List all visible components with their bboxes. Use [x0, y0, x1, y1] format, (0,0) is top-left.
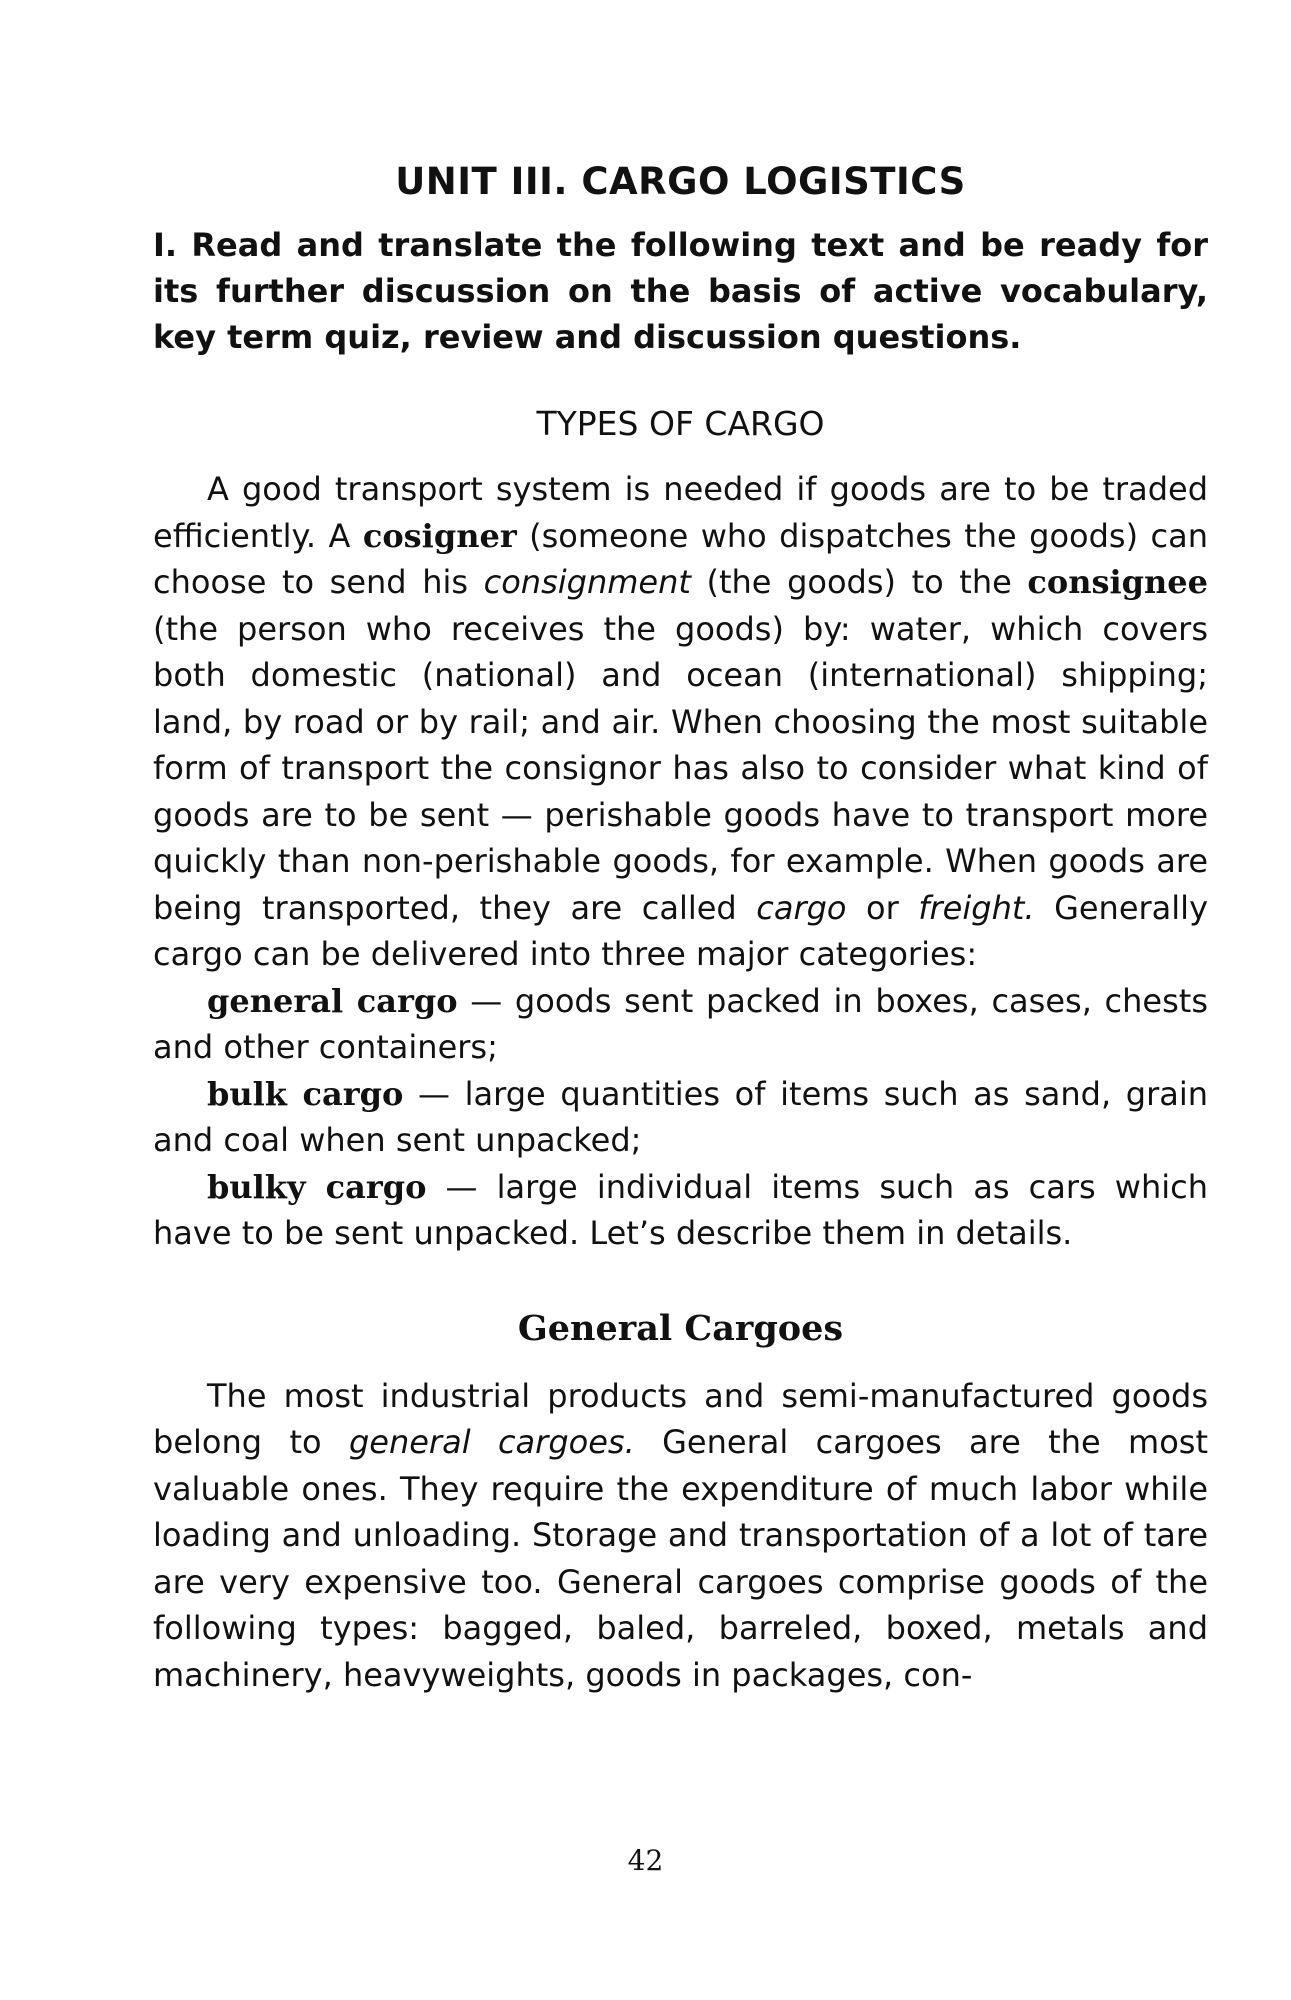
category-definition: — large quantities of items such as sand, grain and coal when sent unpacked; [153, 1074, 1209, 1159]
intro-text-5: or [846, 888, 919, 927]
category-bulk-cargo [153, 1071, 1208, 1164]
term-general-cargoes: general cargoes. [348, 1423, 635, 1461]
term-freight: freight. [918, 888, 1035, 927]
intro-paragraph [153, 466, 1208, 978]
term-consignee: consignee [1027, 563, 1209, 601]
category-definition: — large individual items such as cars which have to be sent unpacked. Let’s describe them in details. [153, 1167, 1209, 1252]
page-number: 42 [627, 1844, 664, 1877]
term-consignment: consignment [483, 563, 691, 601]
intro-text-4: (the person who receives the goods) by: water, which covers both domestic (national) and ocean (international) shipping; land, by road or by rail; and air. When choosing the most suitable form of transport the consignor has also to consider what kind of goods are to be sent — perishable goods have to transport more quickly than non-perishable goods, for example. When goods are being transported, they are called [153, 609, 1208, 927]
exercise-instruction: I. Read and translate the following text and be ready for its further discussion on the basis of active vocabulary, key term quiz, review and discussion questions. [153, 226, 1208, 356]
unit-title: UNIT III. CARGO LOGISTICS [395, 160, 966, 203]
intro-text-3: (the goods) to the [690, 563, 1028, 601]
intro-text-6: Generally cargo can be delivered into three major categories: [153, 888, 1209, 973]
general-cargoes-paragraph [153, 1373, 1208, 1699]
term-cargo: cargo [756, 888, 847, 927]
subsection-title: General Cargoes [517, 1307, 844, 1349]
intro-text-1: A good transport system is needed if goods are to be traded efficiently. A [153, 470, 1208, 555]
general-cargoes-text-2: General cargoes are the most valuable ones. They require the expenditure of much labor while loading and unloading. Storage and transportation of a lot of tare are very expensive too. General cargoes comprise goods of the following types: bagged, baled, barreled, boxed, metals and machinery, heavyweights, goods in packages, con- [153, 1423, 1209, 1694]
category-term: bulk cargo [207, 1074, 404, 1113]
term-cosigner: cosigner [362, 516, 517, 555]
category-term: bulky cargo [207, 1167, 427, 1206]
intro-text-2: (someone who dispatches the goods) can choose to send his [153, 516, 1208, 601]
page-content [153, 140, 1208, 1698]
category-definition: — goods sent packed in boxes, cases, chests and other containers; [153, 981, 1209, 1066]
section-title: TYPES OF CARGO [536, 404, 825, 443]
category-general-cargo [153, 978, 1208, 1071]
category-term: general cargo [207, 981, 458, 1020]
general-cargoes-text-1: The most industrial products and semi-manufactured goods belong to [153, 1376, 1208, 1461]
category-bulky-cargo [153, 1164, 1208, 1257]
